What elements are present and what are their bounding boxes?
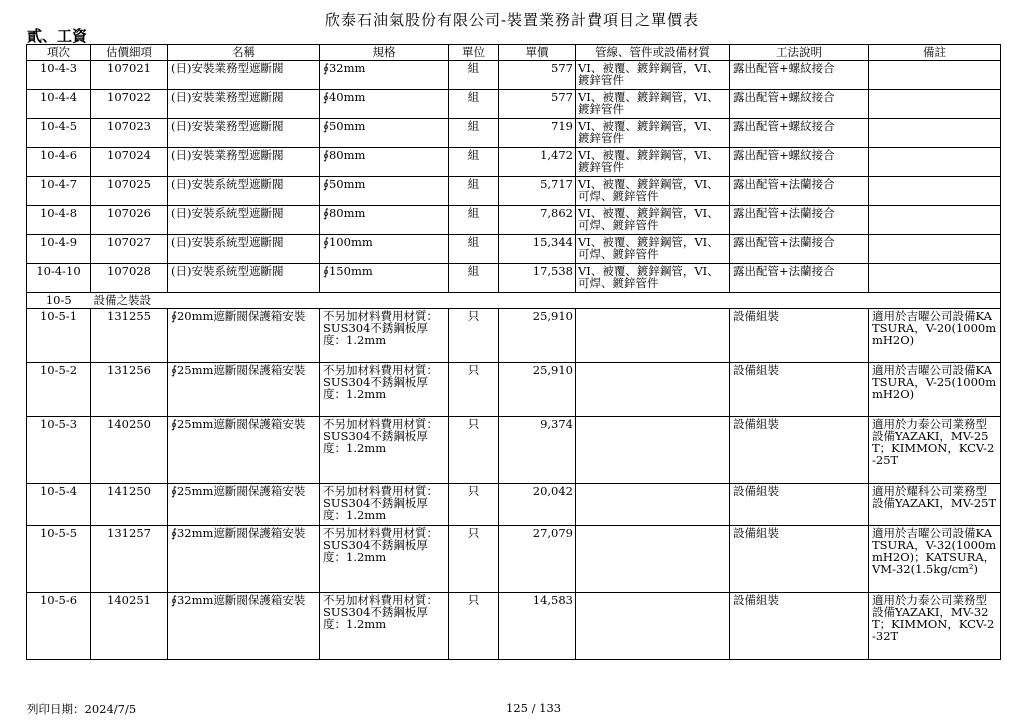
cell-material <box>576 593 730 660</box>
cell-name: (日)安裝業務型遮斷閥 <box>168 90 320 119</box>
table-row <box>27 593 1001 660</box>
cell-name: (日)安裝業務型遮斷閥 <box>168 61 320 90</box>
cell-note <box>869 235 1001 264</box>
cell-spec: 不另加材料費用材質：SUS304不銹鋼板厚度：1.2mm <box>320 484 449 526</box>
cell-spec: 不另加材料費用材質：SUS304不銹鋼板厚度：1.2mm <box>320 309 449 363</box>
cell-method: 露出配管+螺紋接合 <box>730 148 869 177</box>
table-row <box>27 235 1001 264</box>
table-row <box>27 177 1001 206</box>
cell-item: 10-4-9 <box>27 235 91 264</box>
cell-code: 107027 <box>91 235 168 264</box>
cell-unit: 組 <box>449 119 499 148</box>
cell-method: 露出配管+螺紋接合 <box>730 90 869 119</box>
cell-method: 露出配管+法蘭接合 <box>730 264 869 293</box>
cell-item: 10-4-4 <box>27 90 91 119</box>
cell-material <box>576 363 730 417</box>
cell-item: 10-5-4 <box>27 484 91 526</box>
cell-item: 10-4-6 <box>27 148 91 177</box>
cell-spec: 不另加材料費用材質：SUS304不銹鋼板厚度：1.2mm <box>320 363 449 417</box>
cell-unit: 組 <box>449 177 499 206</box>
table-row <box>27 484 1001 526</box>
print-date: 列印日期：2024/7/5 <box>27 702 137 716</box>
cell-material <box>576 484 730 526</box>
cell-name: ∮25mm遮斷閥保護箱安裝 <box>168 363 320 417</box>
cell-note <box>869 206 1001 235</box>
cell-spec: ∮40mm <box>320 90 449 119</box>
cell-note: 適用於力泰公司業務型設備YAZAKI，MV-32T；KIMMON，KCV-2-32T <box>869 593 1001 660</box>
cell-item: 10-4-5 <box>27 119 91 148</box>
table-row <box>27 264 1001 293</box>
cell-material: VI、被覆、鍍鋅鋼管，VI、鍍鋅管件 <box>576 119 730 148</box>
cell-item: 10-5-6 <box>27 593 91 660</box>
cell-item: 10-4-10 <box>27 264 91 293</box>
cell-item: 10-4-7 <box>27 177 91 206</box>
header-code: 估價細項 <box>91 45 168 61</box>
table-row <box>27 526 1001 593</box>
table-row <box>27 206 1001 235</box>
cell-note: 適用於吉曜公司設備KATSURA，V-32(1000mmH2O)；KATSURA，VM-32(1.5kg/cm²) <box>869 526 1001 593</box>
header-name: 名稱 <box>168 45 320 61</box>
cell-spec: ∮50mm <box>320 119 449 148</box>
cell-item: 10-5-2 <box>27 363 91 417</box>
page-number: 125 / 133 <box>506 701 562 715</box>
cell-material: VI、被覆、鍍鋅鋼管，VI、可焊、鍍鋅管件 <box>576 177 730 206</box>
cell-code: 107024 <box>91 148 168 177</box>
cell-unit: 組 <box>449 264 499 293</box>
cell-name: ∮20mm遮斷閥保護箱安裝 <box>168 309 320 363</box>
cell-item: 10-4-8 <box>27 206 91 235</box>
cell-material <box>576 309 730 363</box>
cell-unit: 只 <box>449 526 499 593</box>
cell-spec: ∮100mm <box>320 235 449 264</box>
cell-unit: 組 <box>449 206 499 235</box>
cell-code: 131257 <box>91 526 168 593</box>
cell-price: 577 <box>499 61 576 90</box>
cell-material: VI、被覆、鍍鋅鋼管，VI、鍍鋅管件 <box>576 148 730 177</box>
cell-material: VI、被覆、鍍鋅鋼管，VI、可焊、鍍鋅管件 <box>576 206 730 235</box>
cell-price: 9,374 <box>499 417 576 484</box>
cell-material: VI、被覆、鍍鋅鋼管，VI、可焊、鍍鋅管件 <box>576 264 730 293</box>
cell-price: 1,472 <box>499 148 576 177</box>
cell-note <box>869 119 1001 148</box>
header-method: 工法說明 <box>730 45 869 61</box>
cell-spec: 不另加材料費用材質：SUS304不銹鋼板厚度：1.2mm <box>320 526 449 593</box>
cell-price: 15,344 <box>499 235 576 264</box>
header-note: 備註 <box>869 45 1001 61</box>
cell-code: 131256 <box>91 363 168 417</box>
cell-material <box>576 417 730 484</box>
cell-spec: ∮150mm <box>320 264 449 293</box>
cell-unit: 只 <box>449 363 499 417</box>
cell-name: ∮25mm遮斷閥保護箱安裝 <box>168 417 320 484</box>
cell-price: 14,583 <box>499 593 576 660</box>
document-title: 欣泰石油氣股份有限公司-裝置業務計費項目之單價表 <box>324 11 700 29</box>
cell-note <box>869 264 1001 293</box>
table-row <box>27 61 1001 90</box>
cell-method: 設備組裝 <box>730 593 869 660</box>
cell-spec: 不另加材料費用材質：SUS304不銹鋼板厚度：1.2mm <box>320 593 449 660</box>
cell-material: VI、被覆、鍍鋅鋼管，VI、鍍鋅管件 <box>576 61 730 90</box>
cell-name: (日)安裝系統型遮斷閥 <box>168 235 320 264</box>
cell-code: 107021 <box>91 61 168 90</box>
header-material: 管線、管件或設備材質 <box>576 45 730 61</box>
section-heading: 貳、工資 <box>27 27 88 45</box>
cell-unit: 只 <box>449 593 499 660</box>
cell-note: 適用於吉曜公司設備KATSURA，V-20(1000mmH2O) <box>869 309 1001 363</box>
price-table <box>26 44 1001 660</box>
cell-unit: 組 <box>449 90 499 119</box>
header-price: 單價 <box>499 45 576 61</box>
cell-note: 適用於力泰公司業務型設備YAZAKI，MV-25T；KIMMON，KCV-2-25T <box>869 417 1001 484</box>
cell-price: 577 <box>499 90 576 119</box>
subsection-row <box>27 293 1001 309</box>
cell-method: 設備組裝 <box>730 417 869 484</box>
cell-code: 141250 <box>91 484 168 526</box>
cell-price: 27,079 <box>499 526 576 593</box>
cell-code: 140250 <box>91 417 168 484</box>
cell-price: 5,717 <box>499 177 576 206</box>
cell-name: (日)安裝系統型遮斷閥 <box>168 264 320 293</box>
cell-price: 25,910 <box>499 363 576 417</box>
header-item: 項次 <box>27 45 91 61</box>
cell-item: 10-4-3 <box>27 61 91 90</box>
cell-unit: 組 <box>449 148 499 177</box>
cell-item: 10-5-3 <box>27 417 91 484</box>
cell-method: 設備組裝 <box>730 363 869 417</box>
cell-code: 107028 <box>91 264 168 293</box>
cell-name: ∮25mm遮斷閥保護箱安裝 <box>168 484 320 526</box>
cell-code: 107025 <box>91 177 168 206</box>
cell-method: 露出配管+螺紋接合 <box>730 119 869 148</box>
cell-note <box>869 90 1001 119</box>
cell-price: 719 <box>499 119 576 148</box>
cell-spec: ∮80mm <box>320 148 449 177</box>
subsection-label: 設備之裝設 <box>91 293 1001 309</box>
cell-material: VI、被覆、鍍鋅鋼管，VI、鍍鋅管件 <box>576 90 730 119</box>
cell-price: 25,910 <box>499 309 576 363</box>
table-row <box>27 90 1001 119</box>
cell-spec: ∮80mm <box>320 206 449 235</box>
cell-note <box>869 148 1001 177</box>
header-spec: 規格 <box>320 45 449 61</box>
cell-spec: 不另加材料費用材質：SUS304不銹鋼板厚度：1.2mm <box>320 417 449 484</box>
cell-material <box>576 526 730 593</box>
cell-price: 20,042 <box>499 484 576 526</box>
cell-note <box>869 61 1001 90</box>
cell-spec: ∮32mm <box>320 61 449 90</box>
cell-code: 107023 <box>91 119 168 148</box>
cell-unit: 只 <box>449 484 499 526</box>
cell-unit: 組 <box>449 61 499 90</box>
cell-name: ∮32mm遮斷閥保護箱安裝 <box>168 593 320 660</box>
cell-name: (日)安裝業務型遮斷閥 <box>168 119 320 148</box>
cell-spec: ∮50mm <box>320 177 449 206</box>
cell-code: 107022 <box>91 90 168 119</box>
cell-name: (日)安裝系統型遮斷閥 <box>168 206 320 235</box>
cell-code: 140251 <box>91 593 168 660</box>
cell-note: 適用於耀科公司業務型設備YAZAKI，MV-25T <box>869 484 1001 526</box>
cell-method: 設備組裝 <box>730 309 869 363</box>
table-header-row <box>27 45 1001 61</box>
cell-method: 設備組裝 <box>730 526 869 593</box>
subsection-item: 10-5 <box>27 293 91 309</box>
cell-price: 17,538 <box>499 264 576 293</box>
cell-item: 10-5-1 <box>27 309 91 363</box>
cell-code: 131255 <box>91 309 168 363</box>
cell-unit: 只 <box>449 417 499 484</box>
cell-method: 露出配管+法蘭接合 <box>730 177 869 206</box>
cell-material: VI、被覆、鍍鋅鋼管，VI、可焊、鍍鋅管件 <box>576 235 730 264</box>
table-row <box>27 363 1001 417</box>
cell-method: 露出配管+法蘭接合 <box>730 235 869 264</box>
cell-name: ∮32mm遮斷閥保護箱安裝 <box>168 526 320 593</box>
table-row <box>27 309 1001 363</box>
header-unit: 單位 <box>449 45 499 61</box>
cell-method: 露出配管+螺紋接合 <box>730 61 869 90</box>
cell-name: (日)安裝業務型遮斷閥 <box>168 148 320 177</box>
table-row <box>27 417 1001 484</box>
cell-method: 設備組裝 <box>730 484 869 526</box>
cell-code: 107026 <box>91 206 168 235</box>
cell-note <box>869 177 1001 206</box>
cell-unit: 組 <box>449 235 499 264</box>
cell-name: (日)安裝系統型遮斷閥 <box>168 177 320 206</box>
cell-unit: 只 <box>449 309 499 363</box>
cell-price: 7,862 <box>499 206 576 235</box>
cell-method: 露出配管+法蘭接合 <box>730 206 869 235</box>
cell-note: 適用於吉曜公司設備KATSURA，V-25(1000mmH2O) <box>869 363 1001 417</box>
table-row <box>27 119 1001 148</box>
cell-item: 10-5-5 <box>27 526 91 593</box>
table-row <box>27 148 1001 177</box>
